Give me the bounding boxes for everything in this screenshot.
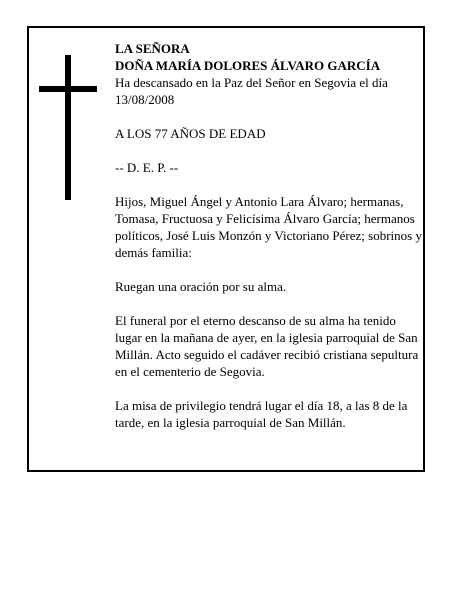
mass-paragraph: La misa de privilegio tendrá lugar el día 18, a las 8 de la tarde, en la iglesia parroquial de San Millán. [115, 398, 408, 430]
cross-icon [39, 55, 97, 200]
notice-text [115, 40, 423, 431]
notice-heading: LA SEÑORA [115, 41, 190, 56]
cross-horizontal-bar [39, 86, 97, 92]
prayer-request: Ruegan una oración por su alma. [115, 279, 287, 294]
age-line: A LOS 77 AÑOS DE EDAD [115, 126, 266, 141]
funeral-paragraph: El funeral por el eterno descanso de su alma ha tenido lugar en la mañana de ayer, en la iglesia parroquial de San Millán. Acto seguido el cadáver recibió cristiana sepultura en el cementerio de Segovia. [115, 313, 419, 379]
deceased-name: DOÑA MARÍA DOLORES ÁLVARO GARCÍA [115, 58, 381, 73]
obituary-notice [27, 26, 425, 472]
rip-line: -- D. E. P. -- [115, 160, 179, 175]
death-statement: Ha descansado en la Paz del Señor en Segovia el día 13/08/2008 [115, 75, 388, 107]
cross-vertical-bar [65, 55, 71, 200]
family-paragraph: Hijos, Miguel Ángel y Antonio Lara Álvaro; hermanas, Tomasa, Fructuosa y Felicísima Álvaro García; hermanos políticos, José Luis Monzón y Victoriano Pérez; sobrinos y demás familia: [115, 194, 422, 260]
